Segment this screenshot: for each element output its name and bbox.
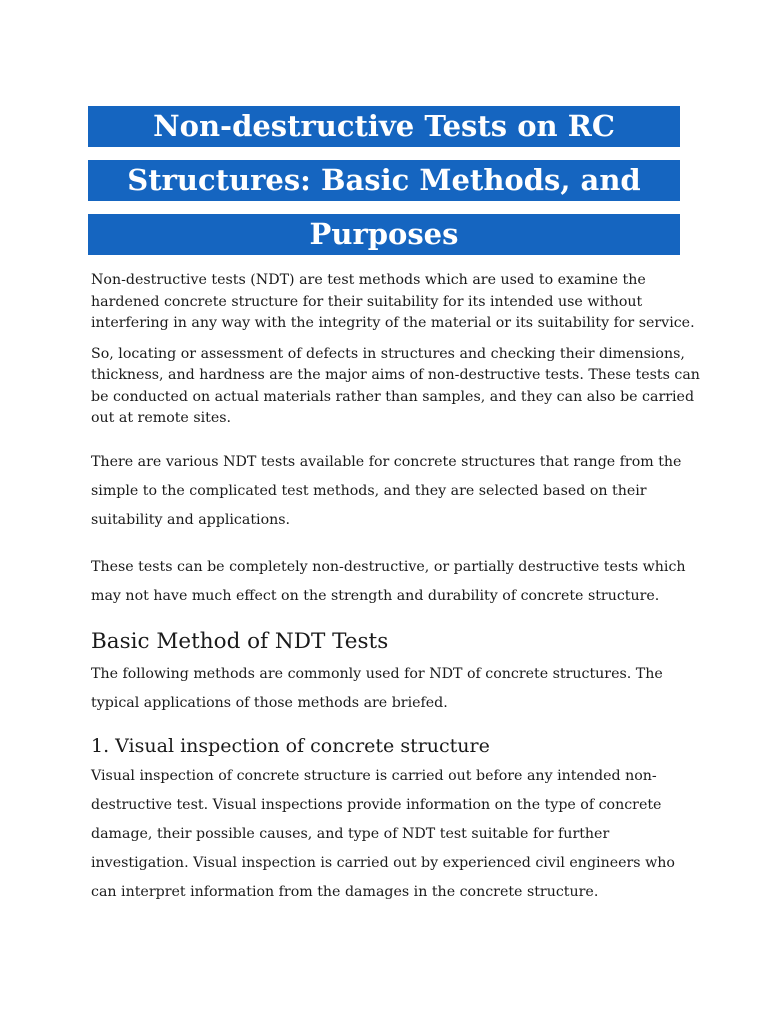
- basic-methods-paragraph: [91, 660, 681, 718]
- document-body: [91, 270, 700, 907]
- intro-paragraph-4: [91, 553, 686, 611]
- text-line: may not have much effect on the strength and durability of concrete structure.: [91, 587, 660, 604]
- intro-paragraph-3: [91, 448, 681, 535]
- title-line: Purposes: [88, 214, 680, 255]
- text-line: damage, their possible causes, and type of NDT test suitable for further: [91, 825, 610, 842]
- text-line: can interpret information from the damages in the concrete structure.: [91, 883, 599, 900]
- text-line: simple to the complicated test methods, and they are selected based on their: [91, 482, 647, 499]
- intro-paragraph-1: [91, 270, 695, 335]
- section-heading-visual-inspection: 1. Visual inspection of concrete structure: [91, 734, 490, 757]
- text-line: typical applications of those methods are briefed.: [91, 694, 448, 711]
- text-line: The following methods are commonly used for NDT of concrete structures. The: [91, 665, 663, 682]
- text-line: There are various NDT tests available for concrete structures that range from the: [91, 453, 682, 470]
- intro-paragraph-2: [91, 344, 700, 430]
- text-line: These tests can be completely non-destructive, or partially destructive tests which: [91, 558, 686, 575]
- text-line: suitability and applications.: [91, 511, 291, 528]
- text-line: interfering in any way with the integrity of the material or its suitability for service.: [91, 315, 695, 331]
- text-line: hardened concrete structure for their suitability for its intended use without: [91, 293, 643, 310]
- visual-inspection-paragraph: [91, 762, 681, 907]
- text-line: out at remote sites.: [91, 410, 232, 426]
- text-line: So, locating or assessment of defects in structures and checking their dimensions,: [91, 345, 685, 362]
- title-line: Non-destructive Tests on RC: [88, 106, 680, 147]
- text-line: be conducted on actual materials rather than samples, and they can also be carried: [91, 388, 695, 405]
- text-line: Visual inspection of concrete structure is carried out before any intended non-: [91, 767, 657, 784]
- document-title: [88, 106, 680, 268]
- section-heading-basic-methods: Basic Method of NDT Tests: [91, 628, 389, 654]
- text-line: destructive test. Visual inspections provide information on the type of concrete: [91, 796, 662, 813]
- text-line: Non-destructive tests (NDT) are test methods which are used to examine the: [91, 272, 646, 288]
- text-line: thickness, and hardness are the major aims of non-destructive tests. These tests can: [91, 367, 700, 383]
- text-line: investigation. Visual inspection is carried out by experienced civil engineers who: [91, 854, 675, 871]
- title-line: Structures: Basic Methods, and: [88, 160, 680, 201]
